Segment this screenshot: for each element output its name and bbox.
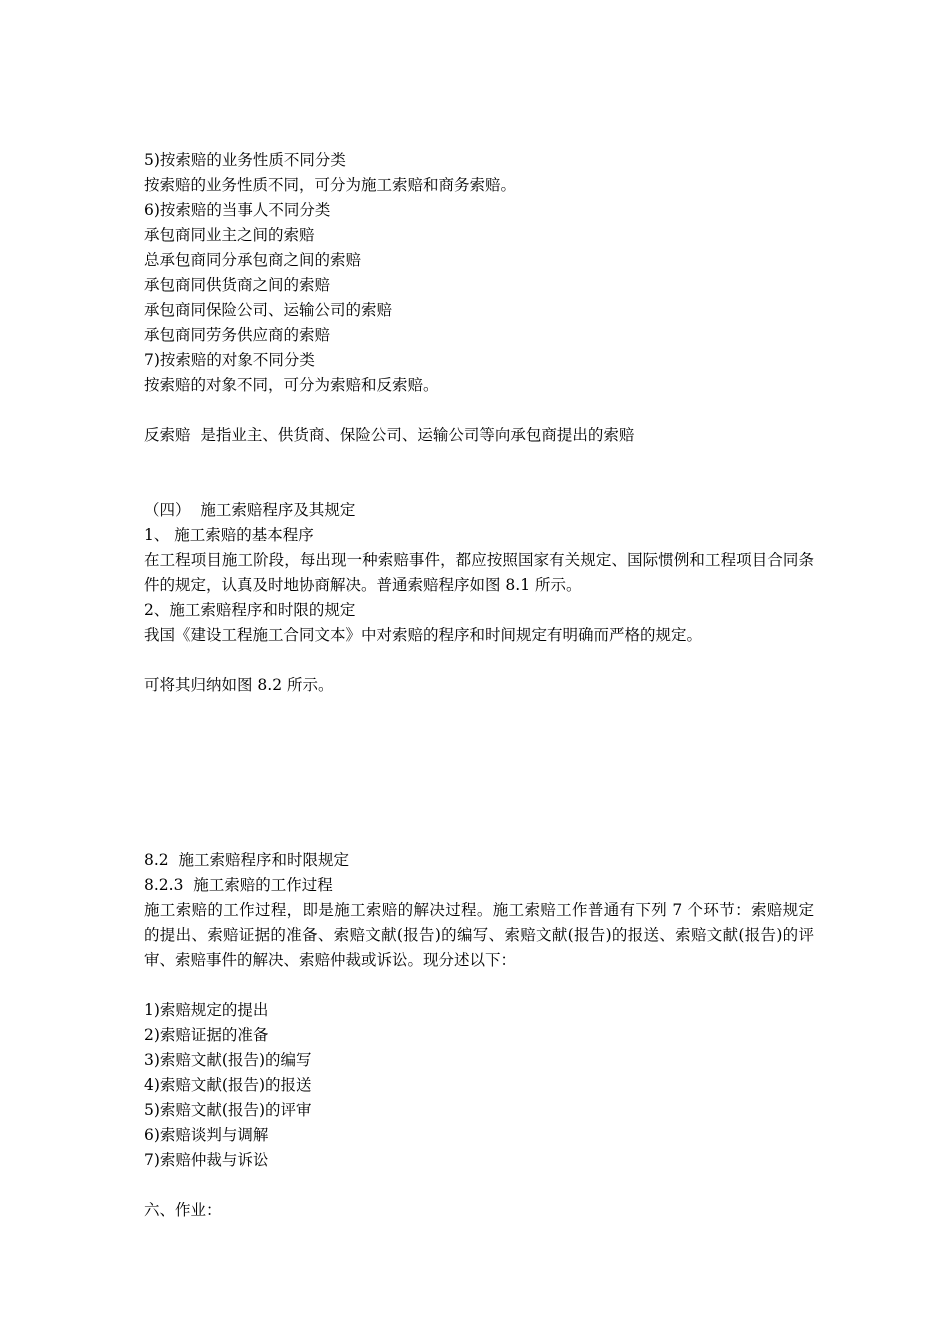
text-line: 总承包商同分承包商之间的索赔 (144, 251, 362, 269)
figure-reference: 可将其归纳如图 8.2 所示。 (144, 676, 334, 694)
text-line: 承包商同供货商之间的索赔 (144, 276, 331, 294)
subsection-heading: 2、施工索赔程序和时限的规定 (144, 601, 356, 619)
list-item: 4)索赔文献(报告)的报送 (144, 1076, 312, 1094)
list-item: 2)索赔证据的准备 (144, 1026, 269, 1044)
text-line: 按索赔的业务性质不同，可分为施工索赔和商务索赔。 (144, 176, 517, 194)
section-heading: （四） 施工索赔程序及其规定 (144, 501, 356, 519)
text-line: 5)按索赔的业务性质不同分类 (144, 151, 346, 169)
subsection-heading: 1、 施工索赔的基本程序 (144, 526, 314, 544)
list-item: 1)索赔规定的提出 (144, 1001, 269, 1019)
text-line: 按索赔的对象不同，可分为索赔和反索赔。 (144, 376, 439, 394)
spacer (144, 1173, 814, 1198)
subsection-heading: 8.2.3 施工索赔的工作过程 (144, 876, 333, 894)
document-content (144, 148, 814, 1223)
paragraph: 在工程项目施工阶段，每出现一种索赔事件，都应按照国家有关规定、国际惯例和工程项目合同条件的规定，认真及时地协商解决。普通索赔程序如图 8.1 所示。 (144, 551, 814, 594)
paragraph: 我国《建设工程施工合同文本》中对索赔的程序和时间规定有明确而严格的规定。 (144, 626, 703, 644)
paragraph: 施工索赔的工作过程，即是施工索赔的解决过程。施工索赔工作普通有下列 7 个环节：索赔规定的提出、索赔证据的准备、索赔文献(报告)的编写、索赔文献(报告)的报送、索赔文献(报告)的评审、索赔事件的解决、索赔仲裁或诉讼。现分述以下： (144, 901, 814, 969)
spacer (144, 973, 814, 998)
text-line: 承包商同业主之间的索赔 (144, 226, 315, 244)
spacer (144, 698, 814, 848)
spacer (144, 448, 814, 498)
text-line: 承包商同劳务供应商的索赔 (144, 326, 331, 344)
text-line: 承包商同保险公司、运输公司的索赔 (144, 301, 393, 319)
list-item: 5)索赔文献(报告)的评审 (144, 1101, 312, 1119)
section-heading: 8.2 施工索赔程序和时限规定 (144, 851, 350, 869)
text-line: 6)按索赔的当事人不同分类 (144, 201, 331, 219)
counter-claim-definition: 反索赔 是指业主、供货商、保险公司、运输公司等向承包商提出的索赔 (144, 426, 635, 444)
list-item: 7)索赔仲裁与诉讼 (144, 1151, 269, 1169)
spacer (144, 398, 814, 423)
list-item: 3)索赔文献(报告)的编写 (144, 1051, 312, 1069)
text-line: 7)按索赔的对象不同分类 (144, 351, 315, 369)
list-item: 6)索赔谈判与调解 (144, 1126, 269, 1144)
spacer (144, 648, 814, 673)
homework-heading: 六、作业： (144, 1201, 222, 1219)
